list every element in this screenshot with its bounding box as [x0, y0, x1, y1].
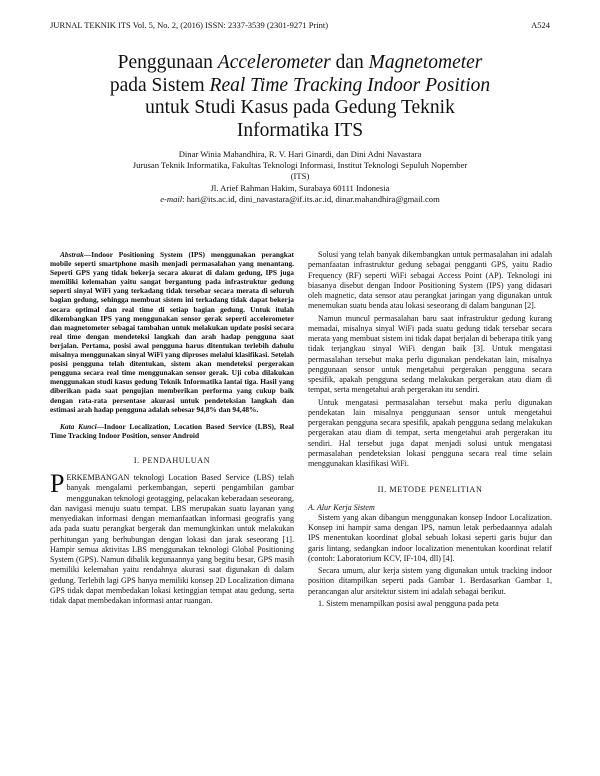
paper-title	[40, 52, 560, 142]
title-text: Accelerometer	[217, 52, 331, 73]
right-column	[308, 250, 552, 611]
email-addresses: : hari@its.ac.id, dini_navastara@if.its.ac.id, dinar.mahandhira@gmail.com	[182, 193, 440, 204]
email-label: e-mail	[160, 193, 183, 204]
keywords-label: Kata Kunci	[60, 421, 97, 431]
email-line	[50, 194, 550, 205]
keywords	[50, 422, 294, 440]
intro-paragraph	[50, 469, 294, 606]
title-text: Informatika ITS	[236, 119, 364, 141]
abstract-text: —Indoor Positioning System (IPS) menggunakan perangkat mobile seperti smartphone masih menjadi permasalahan yang menantang. Seperti GPS yang tidak bekerja secara akurat di dalam gedung, IPS juga memiliki kelemahan yaitu sangat bergantung pada infrastruktur gedung seperti sinyal WiFi yang terkadang tidak tersebar secara merata di seluruh bagian gedung, sehingga membuat sistem ini terkadang tidak dapat bekerja secara optimal dan real time di setiap bagian gedung. Untuk itulah dikembangkan IPS yang menggunakan sensor gerak seperti accelerometer dan magnetometer sebagai tambahan untuk melakukan update posisi secara real time dengan mendeteksi langkah dan arah hadap pengguna saat berjalan. Pertama, posisi awal pengguna harus ditentukan terlebih dahulu misalnya menggunakan sinyal WiFi yang diproses melalui klasifikasi. Setelah posisi pengguna telah ditentukan, sistem akan mendeteksi pergerakan pengguna secara real time menggunakan sensor gerak. Uji coba dilakukan menggunakan studi kasus gedung Teknik Informatika lantai tiga. Hasil yang diberikan pada saat pengujian memberikan performa yang cukup baik dengan rata-rata persentase akurasi untuk pendeteksian langkah dan estimasi arah hadap pengguna adalah sebesar 94,8% dan 94,48%.	[50, 250, 294, 414]
abstract	[50, 250, 294, 414]
title-text: untuk Studi Kasus pada Gedung Teknik	[145, 97, 455, 118]
body-paragraph: Secara umum, alur kerja sistem yang digunakan untuk tracking indoor position ditampilkan seperti pada Gambar 1. Berdasarkan Gambar 1, perancangan alur arsitektur sistem ini adalah sebagai berikut.	[308, 566, 552, 596]
left-column	[50, 250, 294, 608]
body-paragraph: Sistem yang akan dibangun menggunakan konsep Indoor Localization. Konsep ini hampir sama dengan IPS, namun letak perbedaannya adalah IPS menentukan koordinat global sebuah lokasi seperti garis bujur dan garis lintang, sedangkan indoor localization menentukan koordinat relatif (contoh: Laboratorium KCV, IF-104, dll) [4].	[308, 512, 552, 563]
keywords-text: —Indoor Localization, Location Based Service (LBS), Real Time Tracking Indoor Position, sensor Android	[50, 421, 294, 440]
page-number: A524	[531, 20, 550, 30]
address: Jl. Arief Rahman Hakim, Surabaya 60111 Indonesia	[210, 182, 390, 193]
subsection-heading: A. Alur Kerja Sistem	[308, 502, 375, 512]
drop-cap: P	[50, 469, 65, 499]
author-names: Dinar Winia Mahandhira, R. V. Hari Ginardi, dan Dini Adni Navastara	[178, 149, 422, 159]
intro-text: ERKEMBANGAN teknologi Location Based Service (LBS) telah banyak mengalami perkembangan, seperti pengambilan gambar menggunakan teknologi geotagging, pelacakan keberadaan seseorang, dan navigasi menuju suatu tempat. LBS merupakan suatu layanan yang menyediakan informasi dengan memanfaatkan informasi geografis yang ada pada suatu perangkat bergerak dan memungkinkan untuk melakukan perhitungan yang berhubungan dengan lokasi dan jarak seseorang [1]. Hampir semua aktivitas LBS menggunakan teknologi Global Positioning System (GPS). Namun dibalik kegunaannya yang begitu besar, GPS masih memiliki kelemahan yaitu rendahnya akurasi saat digunakan di dalam gedung. Terlebih lagi GPS hanya memiliki konsep 2D Localization dimana GPS tidak dapat membedakan lokasi ketinggian tempat atau gedung, serta tidak dapat membedakan informasi antar ruangan.	[50, 473, 294, 606]
title-text: Magnetometer	[368, 52, 483, 73]
author-block	[50, 149, 550, 205]
title-text: Real Time Tracking Indoor Position	[209, 74, 491, 96]
title-text: pada Sistem	[109, 74, 210, 96]
affiliation: (ITS)	[290, 171, 310, 182]
journal-info: JURNAL TEKNIK ITS Vol. 5, No. 2, (2016) ISSN: 2337-3539 (2301-9271 Print)	[50, 20, 329, 30]
body-paragraph: Untuk mengatasi permasalahan tersebut maka perlu digunakan pendekatan lain misalnya penggunaan sensor untuk mengetahui pergerakan pengguna secara spesifik, apakah pengguna sedang melakukan pergerakan atau diam di tempat, serta mengetahui arah pergerakan itu sendiri. Hal tersebut juga dapat menjadi solusi untuk mengatasi permasalahan pendeteksian lokasi pengguna secara real time selain menggunakan klasifikasi WiFi.	[308, 397, 552, 468]
title-text: Penggunaan	[117, 52, 218, 73]
title-text: dan	[330, 52, 369, 73]
list-item: 1. Sistem menampilkan posisi awal pengguna pada peta	[318, 598, 499, 608]
running-header	[50, 20, 550, 30]
section-heading: II. METODE PENELITIAN	[377, 485, 483, 495]
abstract-label: Abstrak	[60, 250, 84, 259]
affiliation: Jurusan Teknik Informatika, Fakultas Teknologi Informasi, Institut Teknologi Sepuluh Nopember	[132, 160, 468, 171]
section-heading: I. PENDAHULUAN	[133, 455, 211, 465]
body-paragraph: Namun muncul permasalahan baru saat infrastruktur gedung kurang memadai, misalnya sinyal WiFi pada suatu gedung tidak tersebar secara merata yang membuat sistem ini tidak dapat berjalan di beberapa titik yang tidak terjangkau sinyal WiFi dengan baik [3]. Untuk mengatasi permasalahan tersebut maka perlu digunakan pendekatan lain, misalnya penggunaan sensor untuk mengetahui pergerakan pengguna secara spesifik, apakah pengguna sedang melakukan pergerakan atau diam di tempat, serta mengetahui arah pergerakan itu sendiri.	[308, 313, 552, 395]
body-paragraph: Solusi yang telah banyak dikembangkan untuk permasalahan ini adalah pemanfaatan infrastruktur gedung sebagai pengganti GPS, yaitu Radio Frequency (RF) seperti WiFi sebagai Access Point (AP). Teknologi ini biasanya disebut dengan Indoor Positioning System (IPS) yang didasari oleh magnetic, data sensor atau perangkat jaringan yang digunakan untuk menemukan suatu benda atau lokasi seseorang di dalam bangunan [2].	[308, 250, 552, 311]
